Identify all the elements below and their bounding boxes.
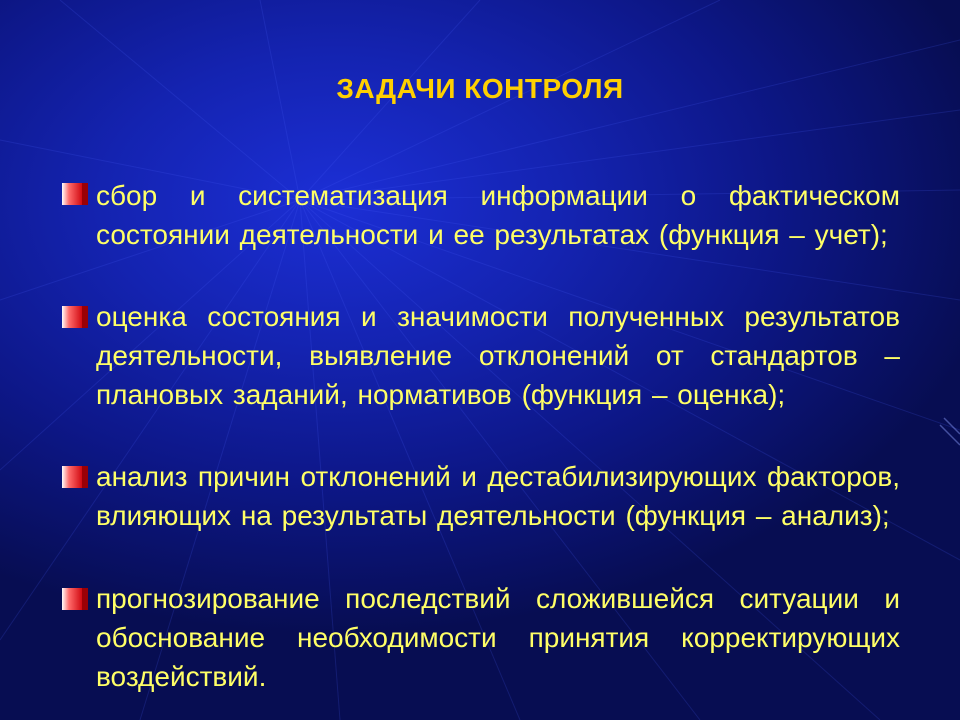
- list-item-text: прогнозирование последствий сложившейся ситуации и обоснование необходимости принятия корректирующих воздействий.: [96, 583, 900, 692]
- list-item-text: сбор и систематизация информации о фактическом состоянии деятельности и ее результатах (функция – учет);: [96, 180, 900, 250]
- red-square-bullet-icon: [60, 303, 90, 333]
- list-item-text: оценка состояния и значимости полученных результатов деятельности, выявление отклонений от стандартов – плановых заданий, нормативов (функция – оценка);: [96, 301, 900, 410]
- red-square-bullet-icon: [60, 463, 90, 493]
- slide-title: ЗАДАЧИ КОНТРОЛЯ: [336, 73, 624, 104]
- red-square-bullet-icon: [60, 585, 90, 615]
- red-square-bullet-icon: [60, 180, 90, 210]
- list-item-text: анализ причин отклонений и дестабилизирующих факторов, влияющих на результаты деятельности (функция – анализ);: [96, 461, 900, 531]
